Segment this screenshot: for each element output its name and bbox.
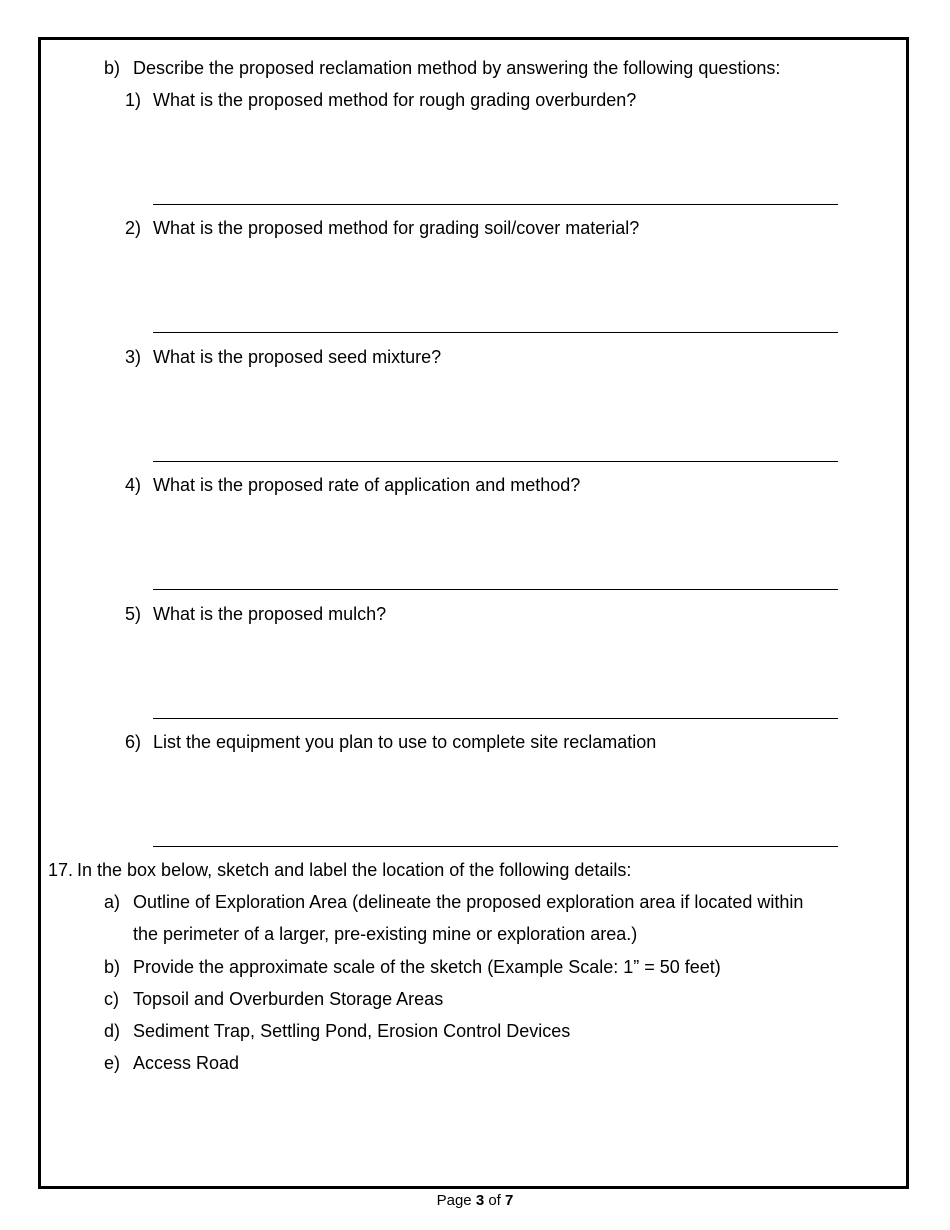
page-label: Page xyxy=(436,1192,472,1209)
item-17e-marker: e) xyxy=(104,1053,121,1073)
question-1-text: What is the proposed method for rough grading overburden? xyxy=(153,90,637,110)
question-5-answer-line[interactable] xyxy=(153,718,838,719)
item-17b-text: Provide the approximate scale of the sketch (Example Scale: 1” = 50 feet) xyxy=(133,957,721,977)
section-b-marker: b) xyxy=(104,58,121,78)
item-17d-marker: d) xyxy=(104,1021,121,1041)
question-2-marker: 2) xyxy=(125,218,142,238)
item-17-text: In the box below, sketch and label the location of the following details: xyxy=(77,860,632,880)
page-total: 7 xyxy=(505,1192,514,1209)
item-17c-text: Topsoil and Overburden Storage Areas xyxy=(133,989,444,1009)
question-4-text: What is the proposed rate of application and method? xyxy=(153,475,581,495)
item-17-marker: 17. xyxy=(48,860,74,880)
item-17d-text: Sediment Trap, Settling Pond, Erosion Control Devices xyxy=(133,1021,571,1041)
question-3-text: What is the proposed seed mixture? xyxy=(153,347,442,367)
item-17a-text-line1: Outline of Exploration Area (delineate the proposed exploration area if located within xyxy=(133,892,804,912)
question-3-answer-line[interactable] xyxy=(153,461,838,462)
page-of: of xyxy=(488,1192,501,1209)
question-1-answer-line[interactable] xyxy=(153,204,838,205)
question-6-answer-line[interactable] xyxy=(153,846,838,847)
item-17a-text-line2: the perimeter of a larger, pre-existing mine or exploration area.) xyxy=(133,924,638,944)
question-6-marker: 6) xyxy=(125,732,142,752)
item-17e-text: Access Road xyxy=(133,1053,240,1073)
page-current: 3 xyxy=(475,1192,485,1209)
question-4-marker: 4) xyxy=(125,475,142,495)
question-6-text: List the equipment you plan to use to complete site reclamation xyxy=(153,732,657,752)
question-2-answer-line[interactable] xyxy=(153,332,838,333)
item-17a-marker: a) xyxy=(104,892,121,912)
question-3-marker: 3) xyxy=(125,347,142,367)
question-4-answer-line[interactable] xyxy=(153,589,838,590)
question-5-marker: 5) xyxy=(125,604,142,624)
question-2-text: What is the proposed method for grading soil/cover material? xyxy=(153,218,640,238)
item-17c-marker: c) xyxy=(104,989,119,1009)
question-5-text: What is the proposed mulch? xyxy=(153,604,387,624)
question-1-marker: 1) xyxy=(125,90,142,110)
item-17b-marker: b) xyxy=(104,957,121,977)
section-b-text: Describe the proposed reclamation method by answering the following questions: xyxy=(133,58,781,78)
page-number-footer xyxy=(0,1191,950,1211)
sketch-area[interactable] xyxy=(41,1080,906,1186)
